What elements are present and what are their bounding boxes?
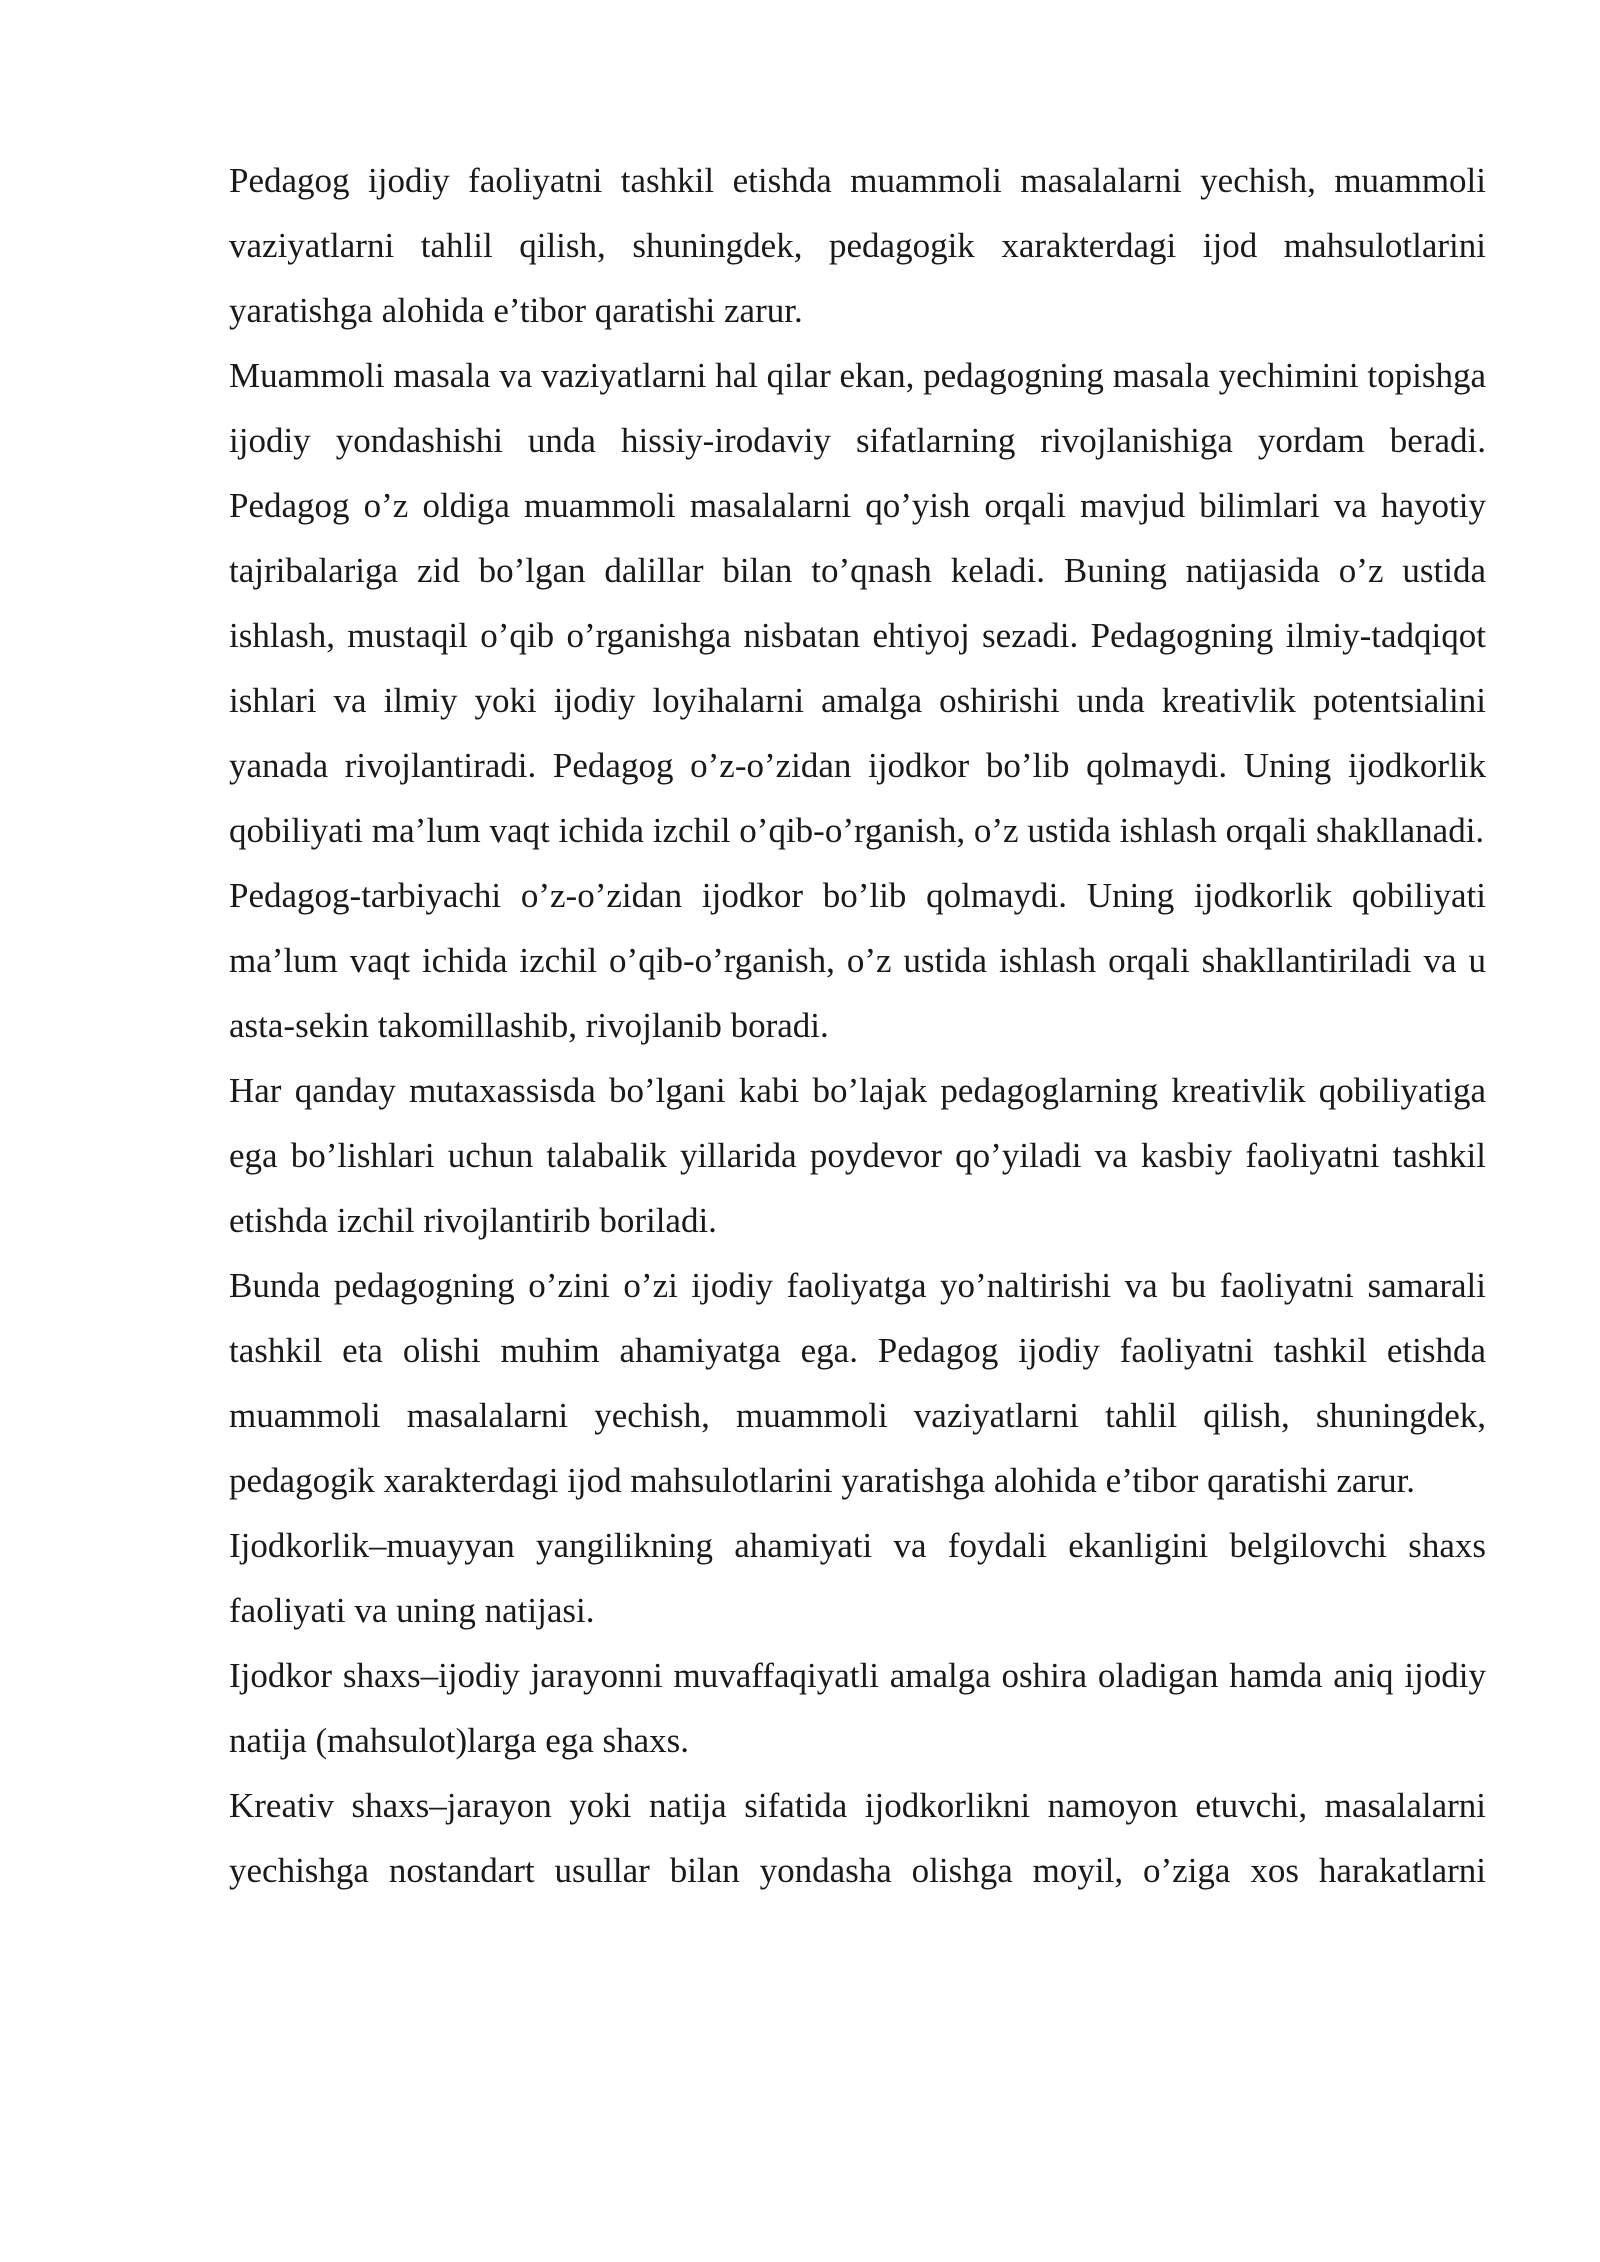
paragraph-7: Ijodkor shaxs–ijodiy jarayonni muvaffaqiyatli amalga oshira oladigan hamda aniq ijodiy natija (mahsulot)larga ega shaxs. bbox=[229, 1656, 1486, 1760]
paragraph-2: Muammoli masala va vaziyatlarni hal qilar ekan, pedagogning masala yechimini topishga ijodiy yondashishi unda hissiy-irodaviy sifatlarning rivojlanishiga yordam beradi. Pedagog o’z oldiga muammoli masalalarni qo’yish orqali mavjud bilimlari va hayotiy tajribalariga zid bo’lgan dalillar bilan to’qnash keladi. Buning natijasida o’z ustida ishlash, mustaqil o’qib o’rganishga nisbatan ehtiyoj sezadi. Pedagogning ilmiy-tadqiqot ishlari va ilmiy yoki ijodiy loyihalarni amalga oshirishi unda kreativlik potentsialini yanada rivojlantiradi. Pedagog o’z-o’zidan ijodkor bo’lib qolmaydi. Uning ijodkorlik qobiliyati ma’lum vaqt ichida izchil o’qib-o’rganish, o’z ustida ishlash orqali shakllanadi. bbox=[229, 356, 1486, 850]
paragraph-8: Kreativ shaxs–jarayon yoki natija sifatida ijodkorlikni namoyon etuvchi, masalalarni yechishga nostandart usullar bilan yondasha olishga moyil, o’ziga xos harakatlarni bbox=[229, 1786, 1486, 1890]
paragraph-1: Pedagog ijodiy faoliyatni tashkil etishda muammoli masalalarni yechish, muammoli vaziyatlarni tahlil qilish, shuningdek, pedagogik xarakterdagi ijod mahsulotlarini yaratishga alohida e’tibor qaratishi zarur. bbox=[229, 161, 1486, 330]
paragraph-6: Ijodkorlik–muayyan yangilikning ahamiyati va foydali ekanligini belgilovchi shaxs faoliyati va uning natijasi. bbox=[229, 1526, 1486, 1630]
paragraph-5: Bunda pedagogning o’zini o’zi ijodiy faoliyatga yo’naltirishi va bu faoliyatni samarali tashkil eta olishi muhim ahamiyatga ega. Pedagog ijodiy faoliyatni tashkil etishda muammoli masalalarni yechish, muammoli vaziyatlarni tahlil qilish, shuningdek, pedagogik xarakterdagi ijod mahsulotlarini yaratishga alohida e’tibor qaratishi zarur. bbox=[229, 1266, 1486, 1500]
paragraph-4: Har qanday mutaxassisda bo’lgani kabi bo’lajak pedagoglarning kreativlik qobiliyatiga ega bo’lishlari uchun talabalik yillarida poydevor qo’yiladi va kasbiy faoliyatni tashkil etishda izchil rivojlantirib boriladi. bbox=[229, 1071, 1486, 1240]
document-body bbox=[229, 148, 1486, 1903]
paragraph-3: Pedagog-tarbiyachi o’z-o’zidan ijodkor bo’lib qolmaydi. Uning ijodkorlik qobiliyati ma’lum vaqt ichida izchil o’qib-o’rganish, o’z ustida ishlash orqali shakllantiriladi va u asta-sekin takomillashib, rivojlanib boradi. bbox=[229, 876, 1486, 1045]
